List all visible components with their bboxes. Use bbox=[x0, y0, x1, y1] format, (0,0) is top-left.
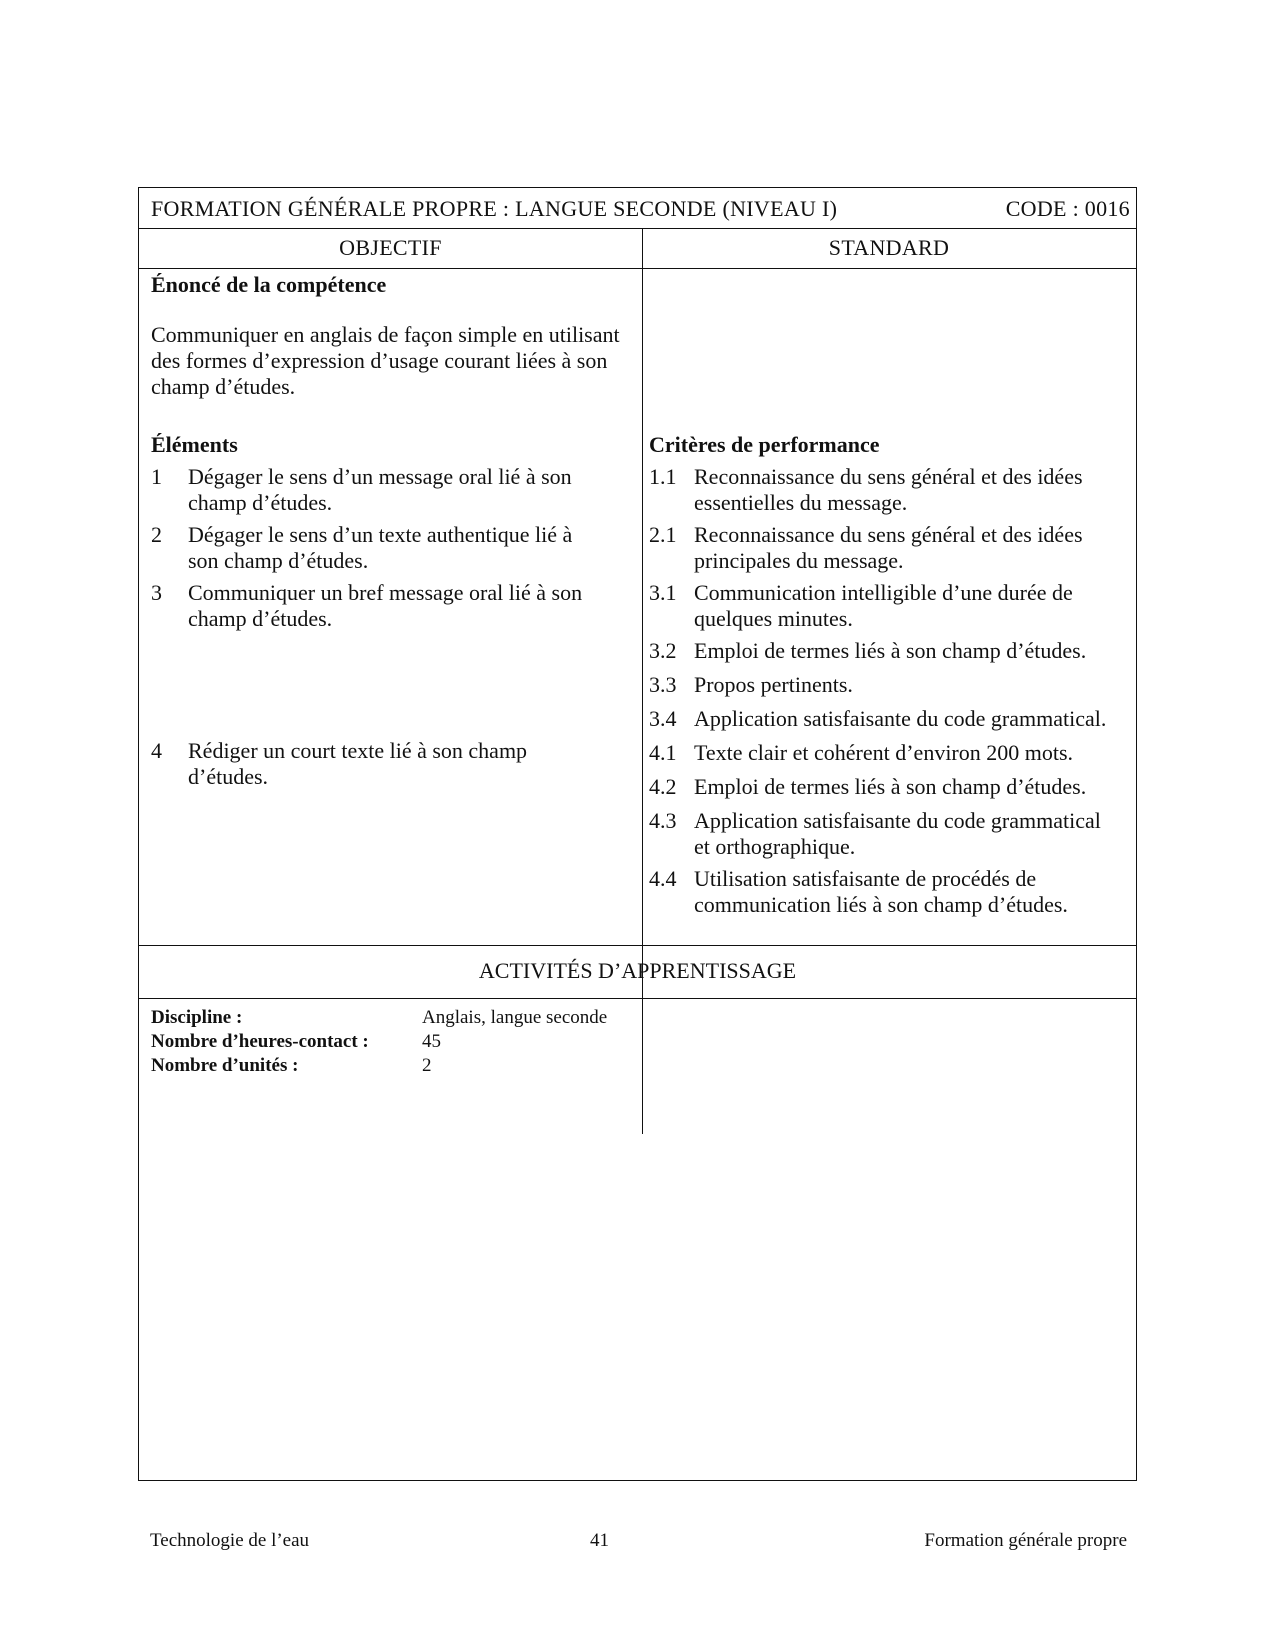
element-text: Communiquer un bref message oral lié à son bbox=[188, 580, 583, 605]
enonce-line: champ d’études. bbox=[151, 374, 296, 399]
criterion-text: Communication intelligible d’une durée de bbox=[694, 580, 1073, 605]
element-text: champ d’études. bbox=[188, 606, 333, 631]
criterion-text: Utilisation satisfaisante de procédés de bbox=[694, 866, 1037, 891]
criterion-text: Application satisfaisante du code grammatical bbox=[694, 808, 1101, 833]
units-value: 2 bbox=[422, 1055, 432, 1076]
criterion-number: 2.1 bbox=[649, 522, 677, 547]
criterion-number: 1.1 bbox=[649, 464, 677, 489]
activities-title: ACTIVITÉS D’APPRENTISSAGE bbox=[478, 958, 797, 983]
criterion-number: 4.3 bbox=[649, 808, 677, 833]
criterion-text: Propos pertinents. bbox=[694, 672, 853, 697]
element-text: son champ d’études. bbox=[188, 548, 369, 573]
footer-right: Formation générale propre bbox=[924, 1530, 1127, 1551]
criterion-text: principales du message. bbox=[694, 548, 904, 573]
element-text: d’études. bbox=[188, 764, 269, 789]
competency-code: CODE : 0016 bbox=[1005, 196, 1130, 221]
criterion-number: 3.4 bbox=[649, 706, 677, 731]
criterion-number: 3.1 bbox=[649, 580, 677, 605]
criterion-text: Reconnaissance du sens général et des idées bbox=[694, 522, 1083, 547]
section-divider bbox=[139, 998, 1136, 999]
enonce-line: des formes d’expression d’usage courant liées à son bbox=[151, 348, 608, 373]
element-text: Dégager le sens d’un message oral lié à son bbox=[188, 464, 572, 489]
criteria-heading: Critères de performance bbox=[649, 432, 880, 457]
footer-left: Technologie de l’eau bbox=[150, 1530, 310, 1551]
criterion-number: 3.3 bbox=[649, 672, 677, 697]
enonce-line: Communiquer en anglais de façon simple en utilisant bbox=[151, 322, 620, 347]
discipline-label: Discipline : bbox=[151, 1007, 243, 1028]
criterion-text: Emploi de termes liés à son champ d’études. bbox=[694, 638, 1087, 663]
element-number: 4 bbox=[151, 738, 162, 763]
element-text: Dégager le sens d’un texte authentique lié à bbox=[188, 522, 573, 547]
contact-hours-label: Nombre d’heures-contact : bbox=[151, 1031, 369, 1052]
criterion-number: 4.4 bbox=[649, 866, 677, 891]
criterion-text: Emploi de termes liés à son champ d’études. bbox=[694, 774, 1087, 799]
criterion-text: essentielles du message. bbox=[694, 490, 908, 515]
page-number: 41 bbox=[590, 1530, 609, 1551]
criterion-number: 4.2 bbox=[649, 774, 677, 799]
criterion-text: communication liés à son champ d’études. bbox=[694, 892, 1068, 917]
criterion-text: Texte clair et cohérent d’environ 200 mots. bbox=[694, 740, 1074, 765]
elements-heading: Éléments bbox=[151, 432, 238, 457]
element-text: champ d’études. bbox=[188, 490, 333, 515]
criterion-text: quelques minutes. bbox=[694, 606, 853, 631]
table-title: FORMATION GÉNÉRALE PROPRE : LANGUE SECONDE (NIVEAU I) bbox=[151, 196, 838, 221]
column-header-standard: STANDARD bbox=[642, 228, 1136, 269]
column-header-objectif: OBJECTIF bbox=[139, 228, 642, 269]
units-label: Nombre d’unités : bbox=[151, 1055, 299, 1076]
criterion-text: Application satisfaisante du code grammatical. bbox=[694, 706, 1107, 731]
criterion-text: Reconnaissance du sens général et des idées bbox=[694, 464, 1083, 489]
criterion-number: 3.2 bbox=[649, 638, 677, 663]
element-text: Rédiger un court texte lié à son champ bbox=[188, 738, 528, 763]
enonce-heading: Énoncé de la compétence bbox=[151, 272, 387, 297]
criterion-number: 4.1 bbox=[649, 740, 677, 765]
element-number: 1 bbox=[151, 464, 162, 489]
element-number: 2 bbox=[151, 522, 162, 547]
competency-table bbox=[138, 187, 1137, 1481]
contact-hours-value: 45 bbox=[422, 1031, 441, 1052]
element-number: 3 bbox=[151, 580, 162, 605]
table-header bbox=[139, 188, 1136, 229]
discipline-value: Anglais, langue seconde bbox=[422, 1007, 608, 1028]
criterion-text: et orthographique. bbox=[694, 834, 856, 859]
section-divider bbox=[139, 945, 1136, 946]
